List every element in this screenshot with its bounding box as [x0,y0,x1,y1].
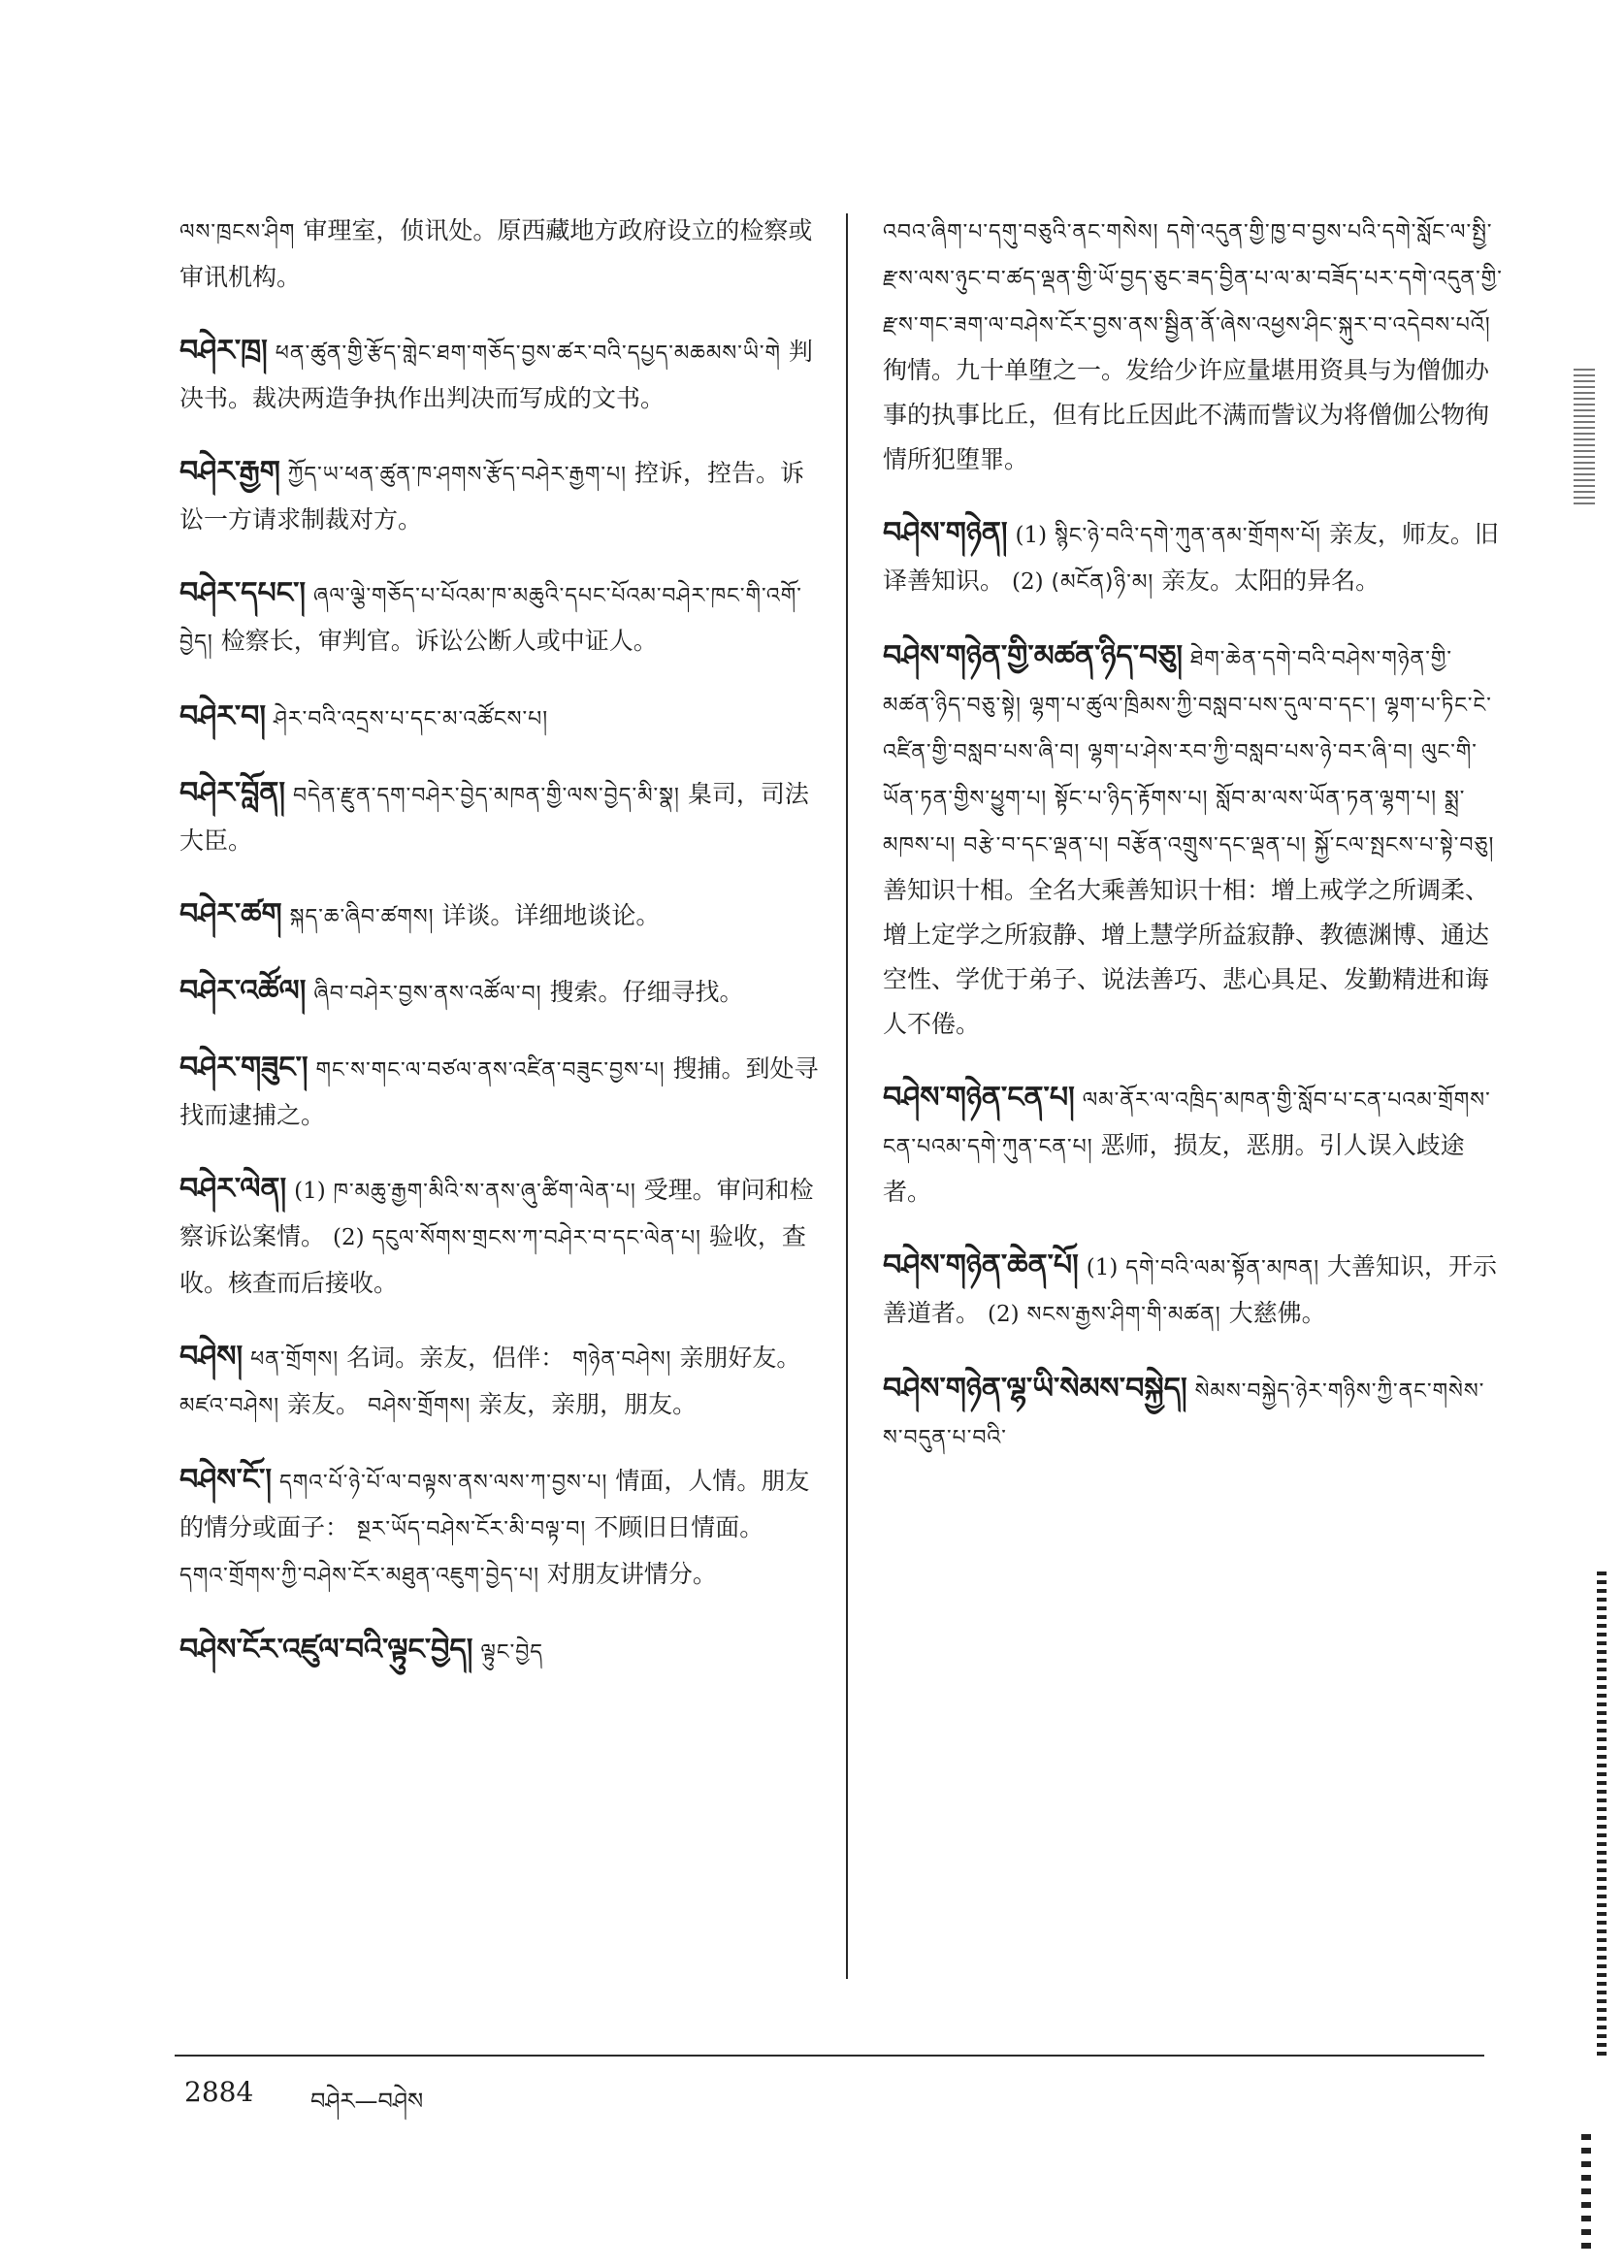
tibetan-definition: སངས་རྒྱས་ཤིག་གི་མཚན། [1026,1303,1221,1327]
scan-edge-marks [1597,1571,1607,2057]
chinese-definition: 审理室，侦讯处。原西藏地方政府设立的检察或审讯机构。 [179,216,813,291]
chinese-definition: 臬司，司法大臣。 [179,780,809,855]
chinese-definition: 善知识十相。全名大乘善知识十相：增上戒学之所调柔、增上定学之所寂静、增上慧学所益寂静、教德渊博、通达空性、学优于弟子、说法善巧、悲心具足、发勤精进和诲人不倦。 [883,876,1490,1038]
tibetan-definition: ཞིབ་བཤེར་བྱས་ནས་འཚོལ་བ། [313,982,542,1006]
chinese-example: 不顾旧日情面。 [594,1513,764,1541]
entry-r0 [883,209,1504,482]
headword: བཤེར་ཚག [179,897,282,931]
footer-rule [175,2055,1484,2057]
entry-1 [179,329,820,421]
tibetan-text: འབའ་ཞིག་པ་དགུ་བཅུའི་ནང་གསེས། དགེ་འདུན་གྱི་ཁྱ་བ་བྱས་པའི་དགེ་སློང་ལ་སྤྱི་རྫས་ལས་ཉུང་བ་ཚད་ལྡན་གྱི་ཡོ་བྱད་ཅུང་ཟད་བྱིན་པ་ལ་མ་བཟོད་པར་དགེ་འདུན་གྱི་རྫས་གང་ཟག་ལ་བཤེས་ངོར་བྱས་ནས་སྦྱིན་ནོ་ཞེས་འཕྱས་ཤིང་སྐུར་བ་འདེབས་པའོ། [883,220,1503,338]
page-headword-range: བཤེར—བཤེས [310,2088,424,2115]
headword: བཤེར་དཔང་། [179,576,307,610]
chinese-definition: 判决书。裁决两造争执作出判决而写成的文书。 [179,338,813,412]
chinese-definition: 大善知识，开示善道者。 [883,1252,1498,1327]
entry-6 [179,892,820,940]
tibetan-definition: དགེ་བའི་ལམ་སྟོན་མཁན། [1125,1256,1320,1280]
chinese-definition: 名词。亲友，侣伴： [346,1344,566,1372]
tibetan-text: ལས་ཁྲངས་ཤིག [179,220,296,244]
sense-number: (1) [1015,523,1048,548]
chinese-definition: 徇情。九十单堕之一。发给少许应量堪用资具与为僧伽办事的执事比丘，但有比丘因此不满而訾议为将僧伽公物徇情所犯堕罪。 [883,356,1490,473]
entry-r4 [883,1244,1504,1338]
sense-number: (2) [332,1225,365,1250]
chinese-example: 亲友。 [287,1390,361,1418]
entry-r3 [883,1076,1504,1215]
column-divider [846,213,848,1979]
tibetan-definition: སྙིང་ཉེ་བའི་དགེ་ཀུན་ནམ་གྲོགས་པོ། [1055,524,1321,548]
headword: བཤེར་གཟུང་། [179,1051,309,1085]
headword: བཤེས། [179,1340,244,1374]
tibetan-definition: ལམ་ནོར་ལ་འཁྲིད་མཁན་གྱི་སློབ་པ་ངན་པའམ་གྲོགས་ངན་པའམ་དགེ་ཀུན་ངན་པ། [883,1088,1491,1159]
tibetan-definition: ཤེར་བའི་འདྲས་པ་དང་མ་འཚོངས་པ། [274,707,549,731]
tibetan-example: མཛའ་བཤེས། [179,1394,280,1418]
right-column [883,209,1504,1490]
chinese-definition: 亲友，师友。旧译善知识。 [883,520,1499,595]
tibetan-definition: དངུལ་སོགས་གྲངས་ཀ་བཤེར་བ་དང་ལེན་པ། [372,1226,701,1250]
entry-0 [179,209,820,300]
tibetan-definition: སྐད་ཆ་ཞིབ་ཚགས། [289,905,435,929]
tibetan-definition: ཕན་ཚུན་གྱི་རྩོད་གླེང་ཐག་གཅོད་བྱས་ཚར་བའི་དཔྱད་མཆམས་ཡི་གེ [275,341,781,366]
headword: བཤེས་ངོ་། [179,1463,273,1497]
tibetan-definition: ཁ་མཆུ་རྒྱག་མིའི་ས་ནས་ཞུ་ཚིག་ལེན་པ། [333,1180,636,1204]
entry-r5 [883,1367,1504,1461]
scan-edge-marks [1581,2134,1591,2251]
tibetan-definition: (མངོན)ཉི་མ། [1051,570,1154,595]
entry-9 [179,1167,820,1306]
tibetan-definition: ཕན་གྲོགས། [250,1347,340,1372]
sense-number: (1) [1086,1255,1119,1280]
headword: བཤེར་རྒྱག [179,455,280,489]
headword: བཤེས་ངོར་འཛུལ་བའི་ལྟུང་བྱེད། [179,1633,473,1667]
headword: བཤེས་གཉེན་ཆེན་པོ། [883,1248,1079,1282]
chinese-example: 对朋友讲情分。 [546,1560,717,1588]
headword: བཤེར་བ། [179,699,267,733]
chinese-definition: 验收，查收。核查而后接收。 [179,1222,806,1297]
entry-r1 [883,511,1504,605]
sense-number: (2) [987,1302,1020,1327]
tibetan-definition: ལྟུང་བྱེད [480,1640,544,1665]
tibetan-definition: ཐེག་ཆེན་དགེ་བའི་བཤེས་གཉེན་གྱི་མཚན་ཉིད་བཅུ་སྟེ། ལྷག་པ་ཚུལ་ཁྲིམས་ཀྱི་བསླབ་པས་དུལ་བ་དང་། ལྷག་པ་ཏིང་ངེ་འཛིན་གྱི་བསླབ་པས་ཞི་བ། ལྷག་པ་ཤེས་རབ་ཀྱི་བསླབ་པས་ཉེ་བར་ཞི་བ། ལུང་གི་ཡོན་ཏན་གྱིས་ཕྱུག་པ། སྟོང་པ་ཉིད་རྟོགས་པ། སློབ་མ་ལས་ཡོན་ཏན་ལྷག་པ། སྨྲ་མཁས་པ། བརྩེ་བ་དང་ལྡན་པ། བརྩོན་འགྲུས་དང་ལྡན་པ། སྐྱོ་ངལ་སྤངས་པ་སྟེ་བཅུ། [883,647,1495,858]
page-number: 2884 [184,2076,254,2108]
chinese-definition: 亲友。太阳的异名。 [1161,567,1380,595]
tibetan-example: གཉེན་བཤེས། [572,1347,672,1372]
entry-10 [179,1335,820,1429]
tibetan-definition: ཞལ་ལྕེ་གཅོད་པ་པོའམ་ཁ་མཆུའི་དཔང་པོའམ་བཤེར་ཁང་གི་འགོ་བྱེད། [179,584,802,655]
entry-5 [179,771,820,863]
headword: བཤེས་གཉེན་ངན་པ། [883,1081,1075,1115]
entry-11 [179,1458,820,1599]
entry-12 [179,1628,820,1675]
chinese-definition: 详谈。详细地谈论。 [441,901,661,929]
tibetan-definition: སེམས་བསྐྱེད་ཉེར་གཉིས་ཀྱི་ནང་གསེས་ས་བདུན་པ་བའི་ [883,1379,1485,1450]
chinese-definition: 受理。审问和检察诉讼案情。 [179,1176,814,1250]
headword: བཤེས་གཉེན་གྱི་མཚན་ཉིད་བཅུ། [883,639,1184,673]
headword: བཤེར་ལེན། [179,1172,287,1206]
headword: བཤེས་གཉེན། [883,516,1008,550]
entry-4 [179,695,820,742]
chinese-definition: 控诉，控告。诉讼一方请求制裁对方。 [179,459,804,534]
entry-3 [179,571,820,665]
chinese-definition: 检察长，审判官。诉讼公断人或中证人。 [220,627,658,655]
left-column [179,209,820,1704]
chinese-definition: 恶师，损友，恶朋。引人误入歧途者。 [883,1131,1465,1206]
chinese-definition: 大慈佛。 [1228,1299,1326,1327]
headword: བཤེར་བློན། [179,776,286,810]
tibetan-example: བཤེས་གྲོགས། [368,1394,471,1418]
chinese-example: 亲朋好友。 [679,1344,801,1372]
tibetan-example: དགའ་གྲོགས་ཀྱི་བཤེས་ངོར་མཐུན་འཇུག་བྱེད་པ། [179,1564,539,1588]
scan-edge-marks [1574,369,1595,504]
entry-8 [179,1046,820,1138]
sense-number: (1) [294,1179,326,1204]
headword: བཤེར་ཁྲ། [179,334,268,368]
headword: བཤེས་གཉེན་ལྷ་ཡི་སེམས་བསྐྱེད། [883,1372,1187,1406]
sense-number: (2) [1011,569,1044,595]
entry-7 [179,969,820,1017]
tibetan-definition: གང་ས་གང་ལ་བཙལ་ནས་འཛིན་བཟུང་བྱས་པ། [315,1058,666,1083]
chinese-definition: 搜索。仔细寻找。 [549,978,744,1006]
tibetan-definition: ཀྱོད་ཡ་ཕན་ཚུན་ཁ་ཤགས་རྩོད་བཤེར་རྒྱག་པ། [287,463,628,487]
headword: བཤེར་འཚོལ། [179,974,307,1008]
tibetan-example: སྔར་ཡོད་བཤེས་ངོར་མི་བལྟ་བ། [356,1517,587,1541]
chinese-example: 亲友，亲朋，朋友。 [478,1390,698,1418]
entry-r2 [883,634,1504,1047]
chinese-definition: 搜捕。到处寻找而逮捕之。 [179,1054,819,1129]
tibetan-definition: བདེན་རྫུན་དག་བཤེར་བྱེད་མཁན་གྱི་ལས་བྱེད་མི་སྣ། [293,784,680,808]
entry-2 [179,450,820,542]
chinese-definition: 情面，人情。朋友的情分或面子： [179,1467,810,1541]
tibetan-definition: དགའ་པོ་ཉེ་པོ་ལ་བལྟས་ནས་ལས་ཀ་བྱས་པ། [278,1471,608,1495]
